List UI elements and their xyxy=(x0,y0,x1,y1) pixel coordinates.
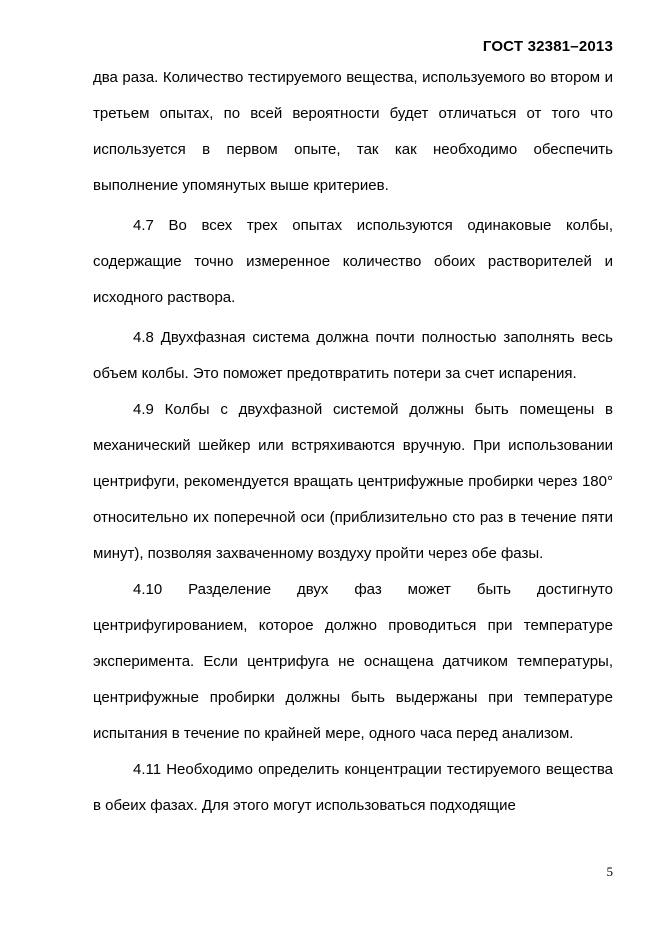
paragraph-4-10: 4.10 Разделение двух фаз может быть достигнуто центрифугированием, которое должно проводиться при температуре эксперимента. Если центрифуга не оснащена датчиком температуры, центрифужные пробирки должны быть выдержаны при температуре испытания в течение по крайней мере, одного часа перед анализом. xyxy=(93,581,613,742)
document-code-header: ГОСТ 32381–2013 xyxy=(482,38,613,55)
paragraph-4-7: 4.7 Во всех трех опытах используются одинаковые колбы, содержащие точно измеренное количество обоих растворителей и исходного раствора. xyxy=(93,217,613,306)
paragraph-4-9: 4.9 Колбы с двухфазной системой должны быть помещены в механический шейкер или встряхиваются вручную. При использовании центрифуги, рекомендуется вращать центрифужные пробирки через 180° относительно их поперечной оси (приблизительно сто раз в течение пяти минут), позволяя захваченному воздуху пройти через обе фазы. xyxy=(93,401,613,562)
paragraph-4-8: 4.8 Двухфазная система должна почти полностью заполнять весь объем колбы. Это поможет предотвратить потери за счет испарения. xyxy=(93,329,613,382)
paragraph-4-11: 4.11 Необходимо определить концентрации тестируемого вещества в обеих фазах. Для этого могут использоваться подходящие xyxy=(93,761,613,814)
document-body xyxy=(93,60,613,824)
page-number: 5 xyxy=(606,864,613,879)
paragraph-continuation: два раза. Количество тестируемого вещества, используемого во втором и третьем опытах, по всей вероятности будет отличаться от того что используется в первом опыте, так как необходимо обеспечить выполнение упомянутых выше критериев. xyxy=(93,69,613,194)
